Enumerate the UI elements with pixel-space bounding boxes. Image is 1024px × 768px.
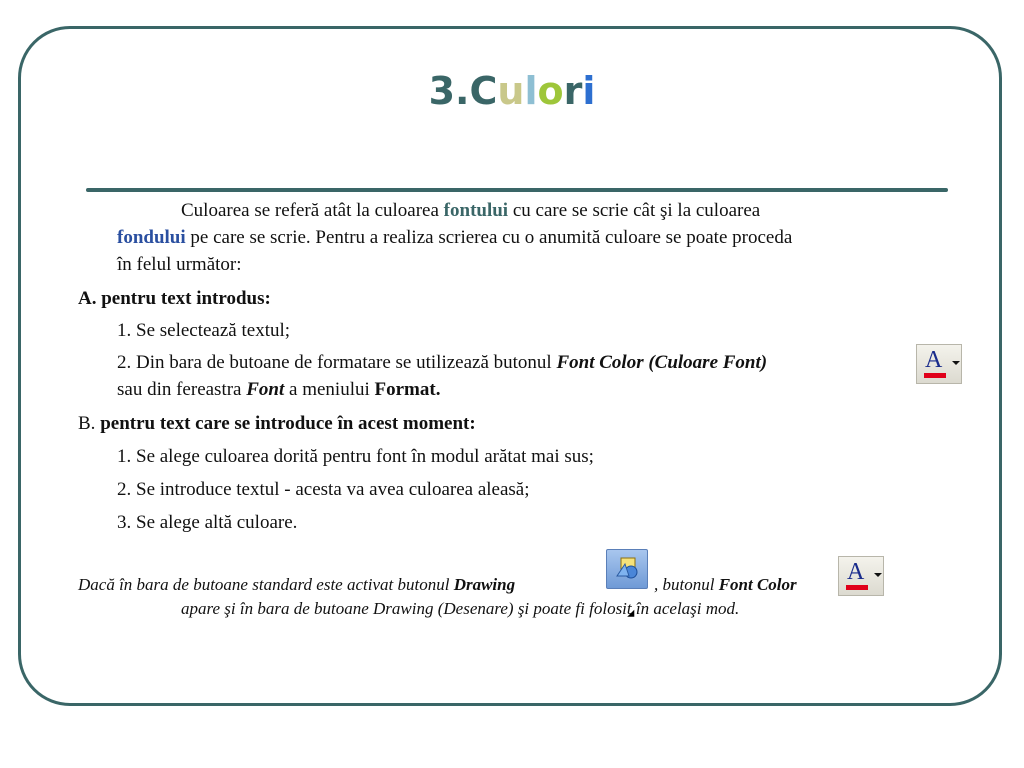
note-line-1-cont: [654, 574, 797, 596]
title-letter: r: [563, 69, 583, 113]
step-text: a meniului: [284, 379, 375, 400]
chevron-down-icon: [952, 361, 960, 365]
title-number: 3.: [428, 69, 470, 113]
section-a-step-2-cont: [117, 377, 440, 403]
intro-text: Culoarea se referă atât la culoarea: [181, 200, 444, 221]
intro-line-1: [181, 198, 760, 224]
font-label: Font: [246, 379, 285, 400]
font-color-icon: A: [925, 347, 943, 373]
font-color-note-label: Font Color: [718, 575, 797, 594]
section-b-step-2: 2. Se introduce textul - acesta va avea culoarea aleasă;: [117, 479, 530, 500]
note-text: , butonul: [654, 575, 719, 594]
section-b-step-3: 3. Se alege altă culoare.: [117, 512, 298, 533]
intro-line-3: în felul următor:: [117, 254, 242, 275]
title-letter: l: [524, 69, 538, 113]
section-a-step-2: [117, 350, 767, 376]
intro-text: cu care se scrie cât şi la culoarea: [508, 200, 761, 221]
drawing-icon: [607, 550, 647, 588]
note-line-2: apare şi în bara de butoane Drawing (Desenare) şi poate fi folosit în acelaşi mod.: [181, 599, 740, 618]
keyword-fondului: fondului: [117, 227, 186, 248]
font-color-button[interactable]: [838, 556, 884, 596]
color-swatch: [924, 373, 946, 378]
chevron-down-icon: [874, 573, 882, 577]
section-b-prefix: B.: [78, 413, 101, 434]
title-letter: C: [469, 69, 498, 113]
keyword-fontului: fontului: [443, 200, 509, 221]
drawing-label: Drawing: [453, 575, 516, 594]
section-a-step-1: 1. Se selectează textul;: [117, 320, 291, 341]
step-text: sau din fereastra: [117, 379, 247, 400]
note-text: Dacă în bara de butoane standard este activat butonul: [78, 575, 454, 594]
intro-line-2: [117, 225, 792, 251]
intro-text: pe care se scrie. Pentru a realiza scrierea cu o anumită culoare se poate proceda: [185, 227, 793, 248]
section-b-step-1: 1. Se alege culoarea dorită pentru font în modul arătat mai sus;: [117, 446, 594, 467]
title-letter: i: [582, 69, 596, 113]
step-text: 2. Din bara de butoane de formatare se utilizează butonul: [117, 352, 557, 373]
note-line-1: [78, 574, 515, 596]
format-menu-label: Format.: [374, 379, 441, 400]
font-color-label: Font Color (Culoare Font): [556, 352, 768, 373]
font-color-button[interactable]: [916, 344, 962, 384]
color-swatch: [846, 585, 868, 590]
section-a-heading: A. pentru text introdus:: [78, 288, 271, 309]
font-color-icon: A: [847, 559, 865, 585]
section-b-heading: [78, 411, 476, 437]
drawing-button[interactable]: [606, 549, 648, 589]
title-letter: o: [537, 69, 564, 113]
title-letter: u: [497, 69, 525, 113]
section-b-title: pentru text care se introduce în acest moment:: [100, 413, 476, 434]
